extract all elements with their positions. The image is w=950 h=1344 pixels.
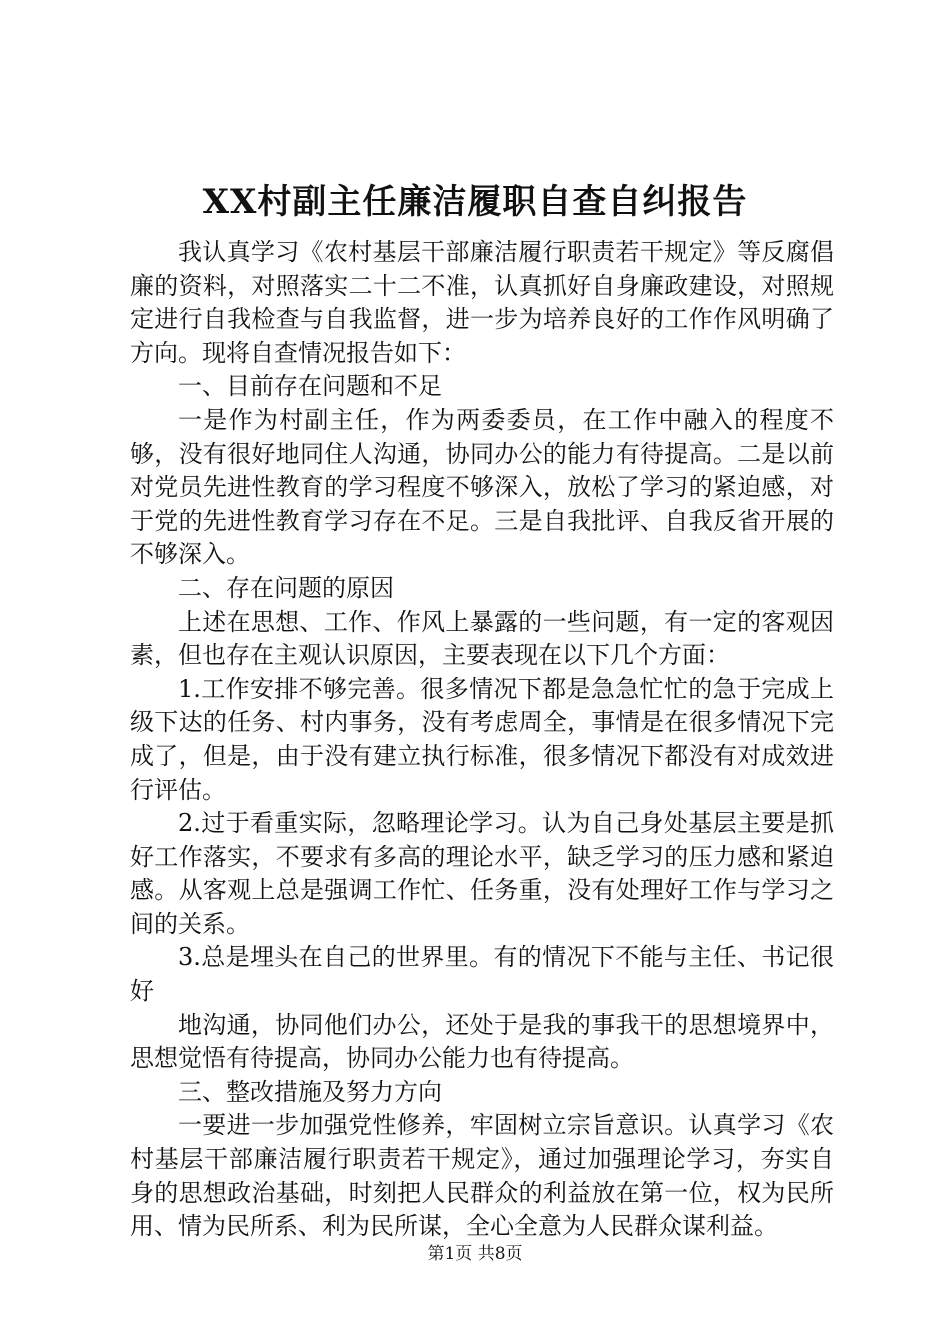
section-heading-2: 二、存在问题的原因 (178, 573, 394, 602)
paragraph-intro: 我认真学习《农村基层干部廉洁履行职责若干规定》等反腐倡廉的资料，对照落实二十二不准，认真抓好自身廉政建设，对照规定进行自我检查与自我监督，进一步为培养良好的工作作风明确了方向。现将自查情况报告如下： (130, 238, 834, 367)
paragraph-problems: 一是作为村副主任，作为两委委员，在工作中融入的程度不够，没有很好地同住人沟通，协同办公的能力有待提高。二是以前对党员先进性教育的学习程度不够深入，放松了学习的紧迫感，对于党的先进性教育学习存在不足。三是自我批评、自我反省开展的不够深入。 (130, 405, 834, 569)
paragraph-causes-intro: 上述在思想、工作、作风上暴露的一些问题，有一定的客观因素，但也存在主观认识原因，主要表现在以下几个方面： (130, 607, 834, 670)
paragraph-cause-3: 3.总是埋头在自己的世界里。有的情况下不能与主任、书记很好 (130, 943, 834, 1006)
document-body (130, 236, 834, 1244)
paragraph-measure-1: 一要进一步加强党性修养，牢固树立宗旨意识。认真学习《农村基层干部廉洁履行职责若干规定》，通过加强理论学习，夯实自身的思想政治基础，时刻把人民群众的利益放在第一位，权为民所用、情为民所系、利为民所谋，全心全意为人民群众谋利益。 (130, 1111, 834, 1241)
paragraph-cause-2: 2.过于看重实际，忽略理论学习。认为自己身处基层主要是抓好工作落实，不要求有多高的理论水平，缺乏学习的压力感和紧迫感。从客观上总是强调工作忙、任务重，没有处理好工作与学习之间的关系。 (130, 809, 834, 938)
paragraph-cause-3-continued: 地沟通，协同他们办公，还处于是我的事我干的思想境界中，思想觉悟有待提高，协同办公能力也有待提高。 (130, 1010, 834, 1073)
section-heading-3: 三、整改措施及努力方向 (178, 1077, 442, 1106)
section-heading-1: 一、目前存在问题和不足 (178, 372, 442, 401)
page-footer: 第1页 共8页 (427, 1244, 523, 1264)
paragraph-cause-1: 1.工作安排不够完善。很多情况下都是急急忙忙的急于完成上级下达的任务、村内事务，没有考虑周全，事情是在很多情况下完成了，但是，由于没有建立执行标准，很多情况下都没有对成效进行评估。 (130, 674, 834, 804)
document-title: XX村副主任廉洁履职自查自纠报告 (202, 182, 748, 222)
